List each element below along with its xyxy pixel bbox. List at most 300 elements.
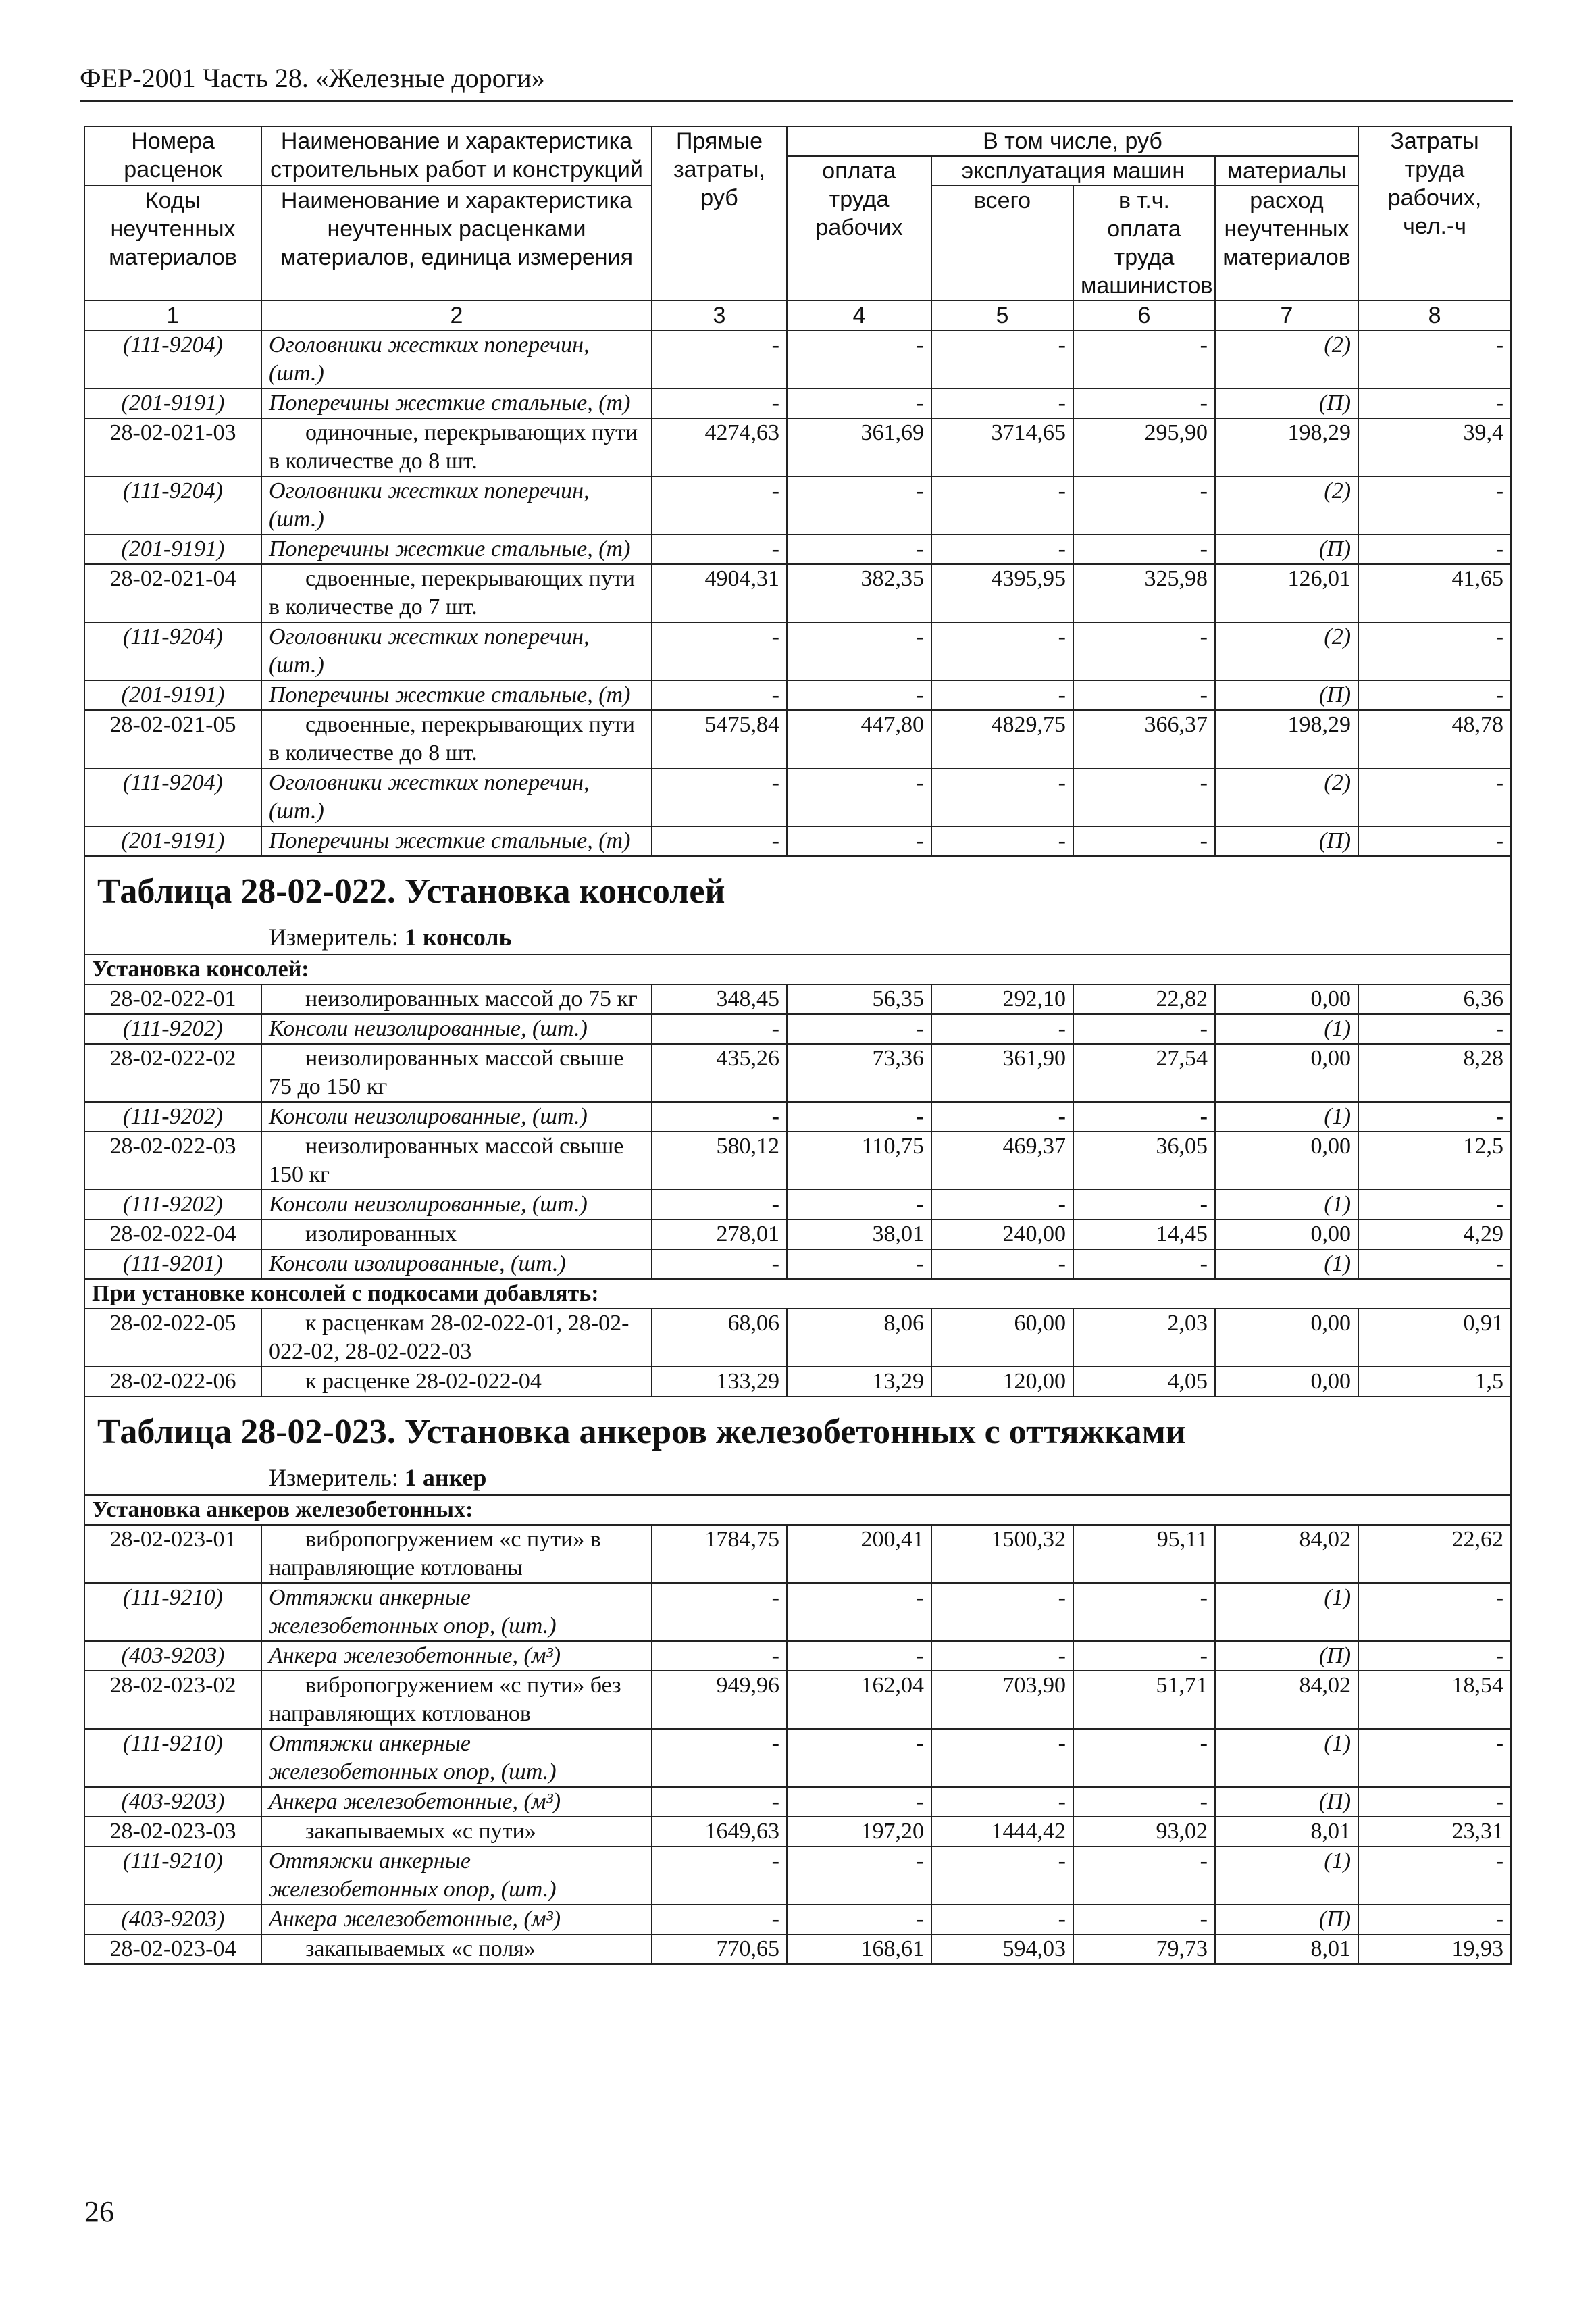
value-cell: 382,35 <box>787 564 931 622</box>
value-cell: - <box>1073 1102 1215 1132</box>
value-cell: 197,20 <box>787 1817 931 1846</box>
value-cell: - <box>931 1102 1073 1132</box>
value-cell: - <box>931 1014 1073 1044</box>
name-text: Анкера железобетонные, (м³) <box>269 1643 561 1668</box>
material-row <box>84 622 1511 680</box>
col7-header: расход неучтенных материалов <box>1215 186 1358 301</box>
measure-line <box>92 1459 1503 1494</box>
value-cell: - <box>1073 1729 1215 1787</box>
value-cell: 8,28 <box>1358 1044 1511 1102</box>
rate-code: 28-02-023-04 <box>84 1934 261 1964</box>
value-cell: 770,65 <box>652 1934 787 1964</box>
value-cell: (2) <box>1215 622 1358 680</box>
value-cell: 60,00 <box>931 1309 1073 1367</box>
value-cell: 84,02 <box>1215 1525 1358 1583</box>
value-cell: (1) <box>1215 1014 1358 1044</box>
rate-name <box>261 1309 652 1367</box>
value-cell: - <box>787 768 931 826</box>
name-text: одиночные, перекрывающих пути в количестве до 8 шт. <box>269 420 638 474</box>
material-code: (111-9210) <box>84 1583 261 1641</box>
value-cell: 2,03 <box>1073 1309 1215 1367</box>
value-cell: - <box>931 768 1073 826</box>
column-number: 6 <box>1073 301 1215 330</box>
rate-code: 28-02-021-03 <box>84 418 261 476</box>
value-cell: - <box>787 1641 931 1671</box>
value-cell: 594,03 <box>931 1934 1073 1964</box>
material-name <box>261 1102 652 1132</box>
name-text: Анкера железобетонные, (м³) <box>269 1789 561 1814</box>
value-cell: 41,65 <box>1358 564 1511 622</box>
value-cell: - <box>1073 826 1215 856</box>
value-cell: 5475,84 <box>652 710 787 768</box>
material-row <box>84 1729 1511 1787</box>
name-text: изолированных <box>305 1222 457 1247</box>
value-cell: 1444,42 <box>931 1817 1073 1846</box>
material-code: (403-9203) <box>84 1641 261 1671</box>
value-cell: - <box>652 1641 787 1671</box>
table-title-row <box>84 856 1511 955</box>
material-code: (111-9201) <box>84 1249 261 1279</box>
name-text: Поперечины жесткие стальные, (т) <box>269 536 631 561</box>
material-name <box>261 1787 652 1817</box>
rate-name <box>261 1525 652 1583</box>
material-code: (111-9210) <box>84 1729 261 1787</box>
value-cell: - <box>931 1846 1073 1905</box>
rate-name <box>261 1671 652 1729</box>
value-cell: - <box>787 1249 931 1279</box>
value-cell: 110,75 <box>787 1132 931 1190</box>
value-cell: 0,00 <box>1215 1219 1358 1249</box>
name-text: вибропогружением «с пути» без направляющих котлованов <box>269 1673 621 1726</box>
rate-code: 28-02-023-02 <box>84 1671 261 1729</box>
value-cell: - <box>1073 1641 1215 1671</box>
value-cell: 3714,65 <box>931 418 1073 476</box>
material-name <box>261 1583 652 1641</box>
material-row <box>84 1190 1511 1219</box>
section-label: Установка анкеров железобетонных: <box>84 1495 1511 1525</box>
column-number: 1 <box>84 301 261 330</box>
value-cell: - <box>1358 1641 1511 1671</box>
col1-header-bottom: Коды неучтенных материалов <box>84 186 261 301</box>
value-cell: - <box>1358 330 1511 388</box>
value-cell: - <box>931 622 1073 680</box>
rate-code: 28-02-022-05 <box>84 1309 261 1367</box>
rate-code: 28-02-021-05 <box>84 710 261 768</box>
material-row <box>84 1641 1511 1671</box>
value-cell: (1) <box>1215 1102 1358 1132</box>
value-cell: (П) <box>1215 1905 1358 1934</box>
name-text: Оголовники жестких поперечин, (шт.) <box>269 770 590 824</box>
name-text: Анкера железобетонные, (м³) <box>269 1907 561 1932</box>
value-cell: 8,01 <box>1215 1817 1358 1846</box>
materials-header: материалы <box>1215 156 1358 186</box>
name-text: Оттяжки анкерные железобетонных опор, (шт.) <box>269 1731 557 1784</box>
value-cell: 79,73 <box>1073 1934 1215 1964</box>
material-row <box>84 1905 1511 1934</box>
value-cell: - <box>1358 1014 1511 1044</box>
rate-row <box>84 418 1511 476</box>
value-cell: - <box>1358 534 1511 564</box>
material-row <box>84 1102 1511 1132</box>
value-cell: 120,00 <box>931 1367 1073 1397</box>
value-cell: 23,31 <box>1358 1817 1511 1846</box>
value-cell: - <box>931 1787 1073 1817</box>
value-cell: 198,29 <box>1215 418 1358 476</box>
value-cell: 38,01 <box>787 1219 931 1249</box>
value-cell: - <box>1358 1846 1511 1905</box>
value-cell: 14,45 <box>1073 1219 1215 1249</box>
value-cell: 435,26 <box>652 1044 787 1102</box>
value-cell: 6,36 <box>1358 984 1511 1014</box>
value-cell: - <box>787 1190 931 1219</box>
section-label: Установка консолей: <box>84 955 1511 984</box>
rate-row <box>84 1309 1511 1367</box>
value-cell: 447,80 <box>787 710 931 768</box>
value-cell: - <box>931 534 1073 564</box>
material-code: (111-9204) <box>84 768 261 826</box>
value-cell: 27,54 <box>1073 1044 1215 1102</box>
value-cell: (1) <box>1215 1846 1358 1905</box>
value-cell: (2) <box>1215 330 1358 388</box>
value-cell: - <box>931 1641 1073 1671</box>
material-name <box>261 476 652 534</box>
material-name <box>261 1846 652 1905</box>
value-cell: 4274,63 <box>652 418 787 476</box>
value-cell: - <box>931 388 1073 418</box>
value-cell: - <box>787 1846 931 1905</box>
value-cell: - <box>652 1190 787 1219</box>
value-cell: - <box>1358 622 1511 680</box>
value-cell: - <box>1073 1014 1215 1044</box>
value-cell: - <box>1358 1583 1511 1641</box>
value-cell: - <box>787 476 931 534</box>
material-name <box>261 680 652 710</box>
col2-header-bottom: Наименование и характеристика неучтенных расценками материалов, единица измерения <box>261 186 652 301</box>
value-cell: - <box>1358 1729 1511 1787</box>
value-cell: 580,12 <box>652 1132 787 1190</box>
value-cell: - <box>787 388 931 418</box>
value-cell: 703,90 <box>931 1671 1073 1729</box>
value-cell: - <box>652 1102 787 1132</box>
material-name <box>261 1641 652 1671</box>
header-rule <box>80 100 1513 102</box>
value-cell: 168,61 <box>787 1934 931 1964</box>
value-cell: - <box>931 1249 1073 1279</box>
value-cell: - <box>652 476 787 534</box>
material-name <box>261 622 652 680</box>
value-cell: 200,41 <box>787 1525 931 1583</box>
value-cell: (П) <box>1215 1787 1358 1817</box>
value-cell: - <box>787 622 931 680</box>
value-cell: (1) <box>1215 1583 1358 1641</box>
value-cell: - <box>1358 1249 1511 1279</box>
value-cell: - <box>1073 1787 1215 1817</box>
value-cell: 949,96 <box>652 1671 787 1729</box>
material-name <box>261 768 652 826</box>
value-cell: - <box>652 680 787 710</box>
value-cell: - <box>652 1729 787 1787</box>
rate-row <box>84 1817 1511 1846</box>
material-row <box>84 826 1511 856</box>
name-text: к расценке 28-02-022-04 <box>305 1369 542 1394</box>
value-cell: 0,00 <box>1215 1309 1358 1367</box>
material-name <box>261 330 652 388</box>
value-cell: - <box>1073 534 1215 564</box>
value-cell: - <box>652 1787 787 1817</box>
rate-name <box>261 1132 652 1190</box>
rate-code: 28-02-023-03 <box>84 1817 261 1846</box>
section-row <box>84 1495 1511 1525</box>
rate-name <box>261 984 652 1014</box>
material-code: (403-9203) <box>84 1787 261 1817</box>
col2-header-top: Наименование и характеристика строительных работ и конструкций <box>261 126 652 186</box>
rate-name <box>261 1367 652 1397</box>
name-text: неизолированных массой до 75 кг <box>305 986 638 1011</box>
rate-code: 28-02-022-02 <box>84 1044 261 1102</box>
rate-row <box>84 710 1511 768</box>
value-cell: - <box>1358 1190 1511 1219</box>
value-cell: (2) <box>1215 476 1358 534</box>
value-cell: 126,01 <box>1215 564 1358 622</box>
value-cell: - <box>787 826 931 856</box>
material-name <box>261 388 652 418</box>
value-cell: - <box>1073 1583 1215 1641</box>
value-cell: (1) <box>1215 1249 1358 1279</box>
material-code: (201-9191) <box>84 534 261 564</box>
rate-row <box>84 1934 1511 1964</box>
material-row <box>84 768 1511 826</box>
name-text: Консоли неизолированные, (шт.) <box>269 1104 588 1129</box>
material-code: (403-9203) <box>84 1905 261 1934</box>
section-label: При установке консолей с подкосами добавлять: <box>84 1279 1511 1309</box>
value-cell: 198,29 <box>1215 710 1358 768</box>
material-name <box>261 1729 652 1787</box>
rate-row <box>84 564 1511 622</box>
value-cell: (2) <box>1215 768 1358 826</box>
value-cell: 292,10 <box>931 984 1073 1014</box>
material-name <box>261 1190 652 1219</box>
material-code: (111-9204) <box>84 330 261 388</box>
measure-value: 1 консоль <box>404 924 512 951</box>
measure-value: 1 анкер <box>404 1464 487 1491</box>
name-text: Поперечины жесткие стальные, (т) <box>269 391 631 416</box>
material-code: (201-9191) <box>84 680 261 710</box>
rate-name <box>261 1219 652 1249</box>
machines-header: эксплуатация машин <box>931 156 1215 186</box>
column-number: 2 <box>261 301 652 330</box>
name-text: Оттяжки анкерные железобетонных опор, (шт.) <box>269 1848 557 1902</box>
name-text: Оголовники жестких поперечин, (шт.) <box>269 332 590 386</box>
value-cell: 133,29 <box>652 1367 787 1397</box>
value-cell: (1) <box>1215 1190 1358 1219</box>
value-cell: 162,04 <box>787 1671 931 1729</box>
value-cell: - <box>1073 1190 1215 1219</box>
name-text: Поперечины жесткие стальные, (т) <box>269 682 631 707</box>
value-cell: - <box>931 1905 1073 1934</box>
value-cell: 4395,95 <box>931 564 1073 622</box>
value-cell: 240,00 <box>931 1219 1073 1249</box>
material-name <box>261 1905 652 1934</box>
col3-header: Прямые затраты, руб <box>652 126 787 301</box>
value-cell: 4,29 <box>1358 1219 1511 1249</box>
value-cell: (П) <box>1215 1641 1358 1671</box>
value-cell: - <box>931 1729 1073 1787</box>
value-cell: 84,02 <box>1215 1671 1358 1729</box>
column-number: 4 <box>787 301 931 330</box>
column-number: 5 <box>931 301 1073 330</box>
material-code: (111-9210) <box>84 1846 261 1905</box>
value-cell: 325,98 <box>1073 564 1215 622</box>
value-cell: - <box>931 826 1073 856</box>
rates-table <box>84 126 1512 1965</box>
value-cell: 1500,32 <box>931 1525 1073 1583</box>
value-cell: - <box>787 1729 931 1787</box>
name-text: вибропогружением «с пути» в направляющие котлованы <box>269 1527 601 1580</box>
rate-name <box>261 418 652 476</box>
value-cell: - <box>1358 1905 1511 1934</box>
value-cell: 93,02 <box>1073 1817 1215 1846</box>
material-row <box>84 388 1511 418</box>
value-cell: 39,4 <box>1358 418 1511 476</box>
value-cell: - <box>652 768 787 826</box>
value-cell: - <box>1073 1846 1215 1905</box>
name-text: Оголовники жестких поперечин, (шт.) <box>269 624 590 678</box>
col6-header: в т.ч. оплата труда машинистов <box>1073 186 1215 301</box>
rate-row <box>84 1367 1511 1397</box>
value-cell: - <box>787 1102 931 1132</box>
name-text: Консоли неизолированные, (шт.) <box>269 1016 588 1041</box>
value-cell: - <box>652 534 787 564</box>
value-cell: - <box>1358 680 1511 710</box>
material-row <box>84 534 1511 564</box>
value-cell: - <box>1073 680 1215 710</box>
value-cell: - <box>1358 826 1511 856</box>
table-title: Таблица 28-02-023. Установка анкеров железобетонных с оттяжками <box>97 1413 1186 1451</box>
value-cell: (П) <box>1215 680 1358 710</box>
rate-name <box>261 564 652 622</box>
value-cell: (П) <box>1215 534 1358 564</box>
value-cell: - <box>931 476 1073 534</box>
material-name <box>261 826 652 856</box>
section-row <box>84 1279 1511 1309</box>
value-cell: - <box>1358 768 1511 826</box>
page-number: 26 <box>84 2195 114 2228</box>
value-cell: - <box>787 534 931 564</box>
value-cell: 19,93 <box>1358 1934 1511 1964</box>
value-cell: 0,00 <box>1215 984 1358 1014</box>
rate-code: 28-02-023-01 <box>84 1525 261 1583</box>
value-cell: 1649,63 <box>652 1817 787 1846</box>
value-cell: - <box>931 1190 1073 1219</box>
value-cell: 0,91 <box>1358 1309 1511 1367</box>
material-row <box>84 1014 1511 1044</box>
material-code: (111-9202) <box>84 1014 261 1044</box>
rate-row <box>84 1132 1511 1190</box>
value-cell: - <box>652 1583 787 1641</box>
material-code: (201-9191) <box>84 826 261 856</box>
value-cell: 56,35 <box>787 984 931 1014</box>
value-cell: - <box>652 826 787 856</box>
section-row <box>84 955 1511 984</box>
rate-row <box>84 1044 1511 1102</box>
value-cell: - <box>1073 388 1215 418</box>
material-code: (111-9204) <box>84 622 261 680</box>
value-cell: - <box>1073 1249 1215 1279</box>
value-cell: 361,90 <box>931 1044 1073 1102</box>
value-cell: 295,90 <box>1073 418 1215 476</box>
value-cell: 4829,75 <box>931 710 1073 768</box>
name-text: неизолированных массой свыше 75 до 150 кг <box>269 1046 624 1099</box>
table-title: Таблица 28-02-022. Установка консолей <box>97 872 725 911</box>
value-cell: (П) <box>1215 388 1358 418</box>
col4-header: оплата труда рабочих <box>787 156 931 301</box>
value-cell: 4,05 <box>1073 1367 1215 1397</box>
value-cell: - <box>652 1014 787 1044</box>
material-row <box>84 476 1511 534</box>
value-cell: - <box>787 1583 931 1641</box>
value-cell: 13,29 <box>787 1367 931 1397</box>
value-cell: (1) <box>1215 1729 1358 1787</box>
rate-name <box>261 1817 652 1846</box>
name-text: Консоли изолированные, (шт.) <box>269 1251 566 1276</box>
value-cell: 68,06 <box>652 1309 787 1367</box>
col1-header-top: Номера расценок <box>84 126 261 186</box>
material-row <box>84 1846 1511 1905</box>
material-name <box>261 534 652 564</box>
value-cell: 4904,31 <box>652 564 787 622</box>
material-name <box>261 1014 652 1044</box>
value-cell: - <box>652 1249 787 1279</box>
value-cell: 361,69 <box>787 418 931 476</box>
name-text: сдвоенные, перекрывающих пути в количестве до 7 шт. <box>269 566 636 620</box>
col5-header: всего <box>931 186 1073 301</box>
value-cell: 48,78 <box>1358 710 1511 768</box>
name-text: неизолированных массой свыше 150 кг <box>269 1134 624 1187</box>
value-cell: - <box>787 1787 931 1817</box>
value-cell: - <box>1358 1102 1511 1132</box>
name-text: Консоли неизолированные, (шт.) <box>269 1192 588 1217</box>
value-cell: - <box>1073 1905 1215 1934</box>
value-cell: 95,11 <box>1073 1525 1215 1583</box>
value-cell: - <box>652 388 787 418</box>
value-cell: - <box>652 330 787 388</box>
rate-row <box>84 1525 1511 1583</box>
value-cell: - <box>1073 768 1215 826</box>
name-text: к расценкам 28-02-022-01, 28-02-022-02, 28-02-022-03 <box>269 1311 629 1364</box>
value-cell: - <box>1073 622 1215 680</box>
measure-label: Измеритель: <box>269 1464 398 1491</box>
column-number: 8 <box>1358 301 1511 330</box>
material-row <box>84 330 1511 388</box>
value-cell: - <box>787 680 931 710</box>
value-cell: 1,5 <box>1358 1367 1511 1397</box>
value-cell: (П) <box>1215 826 1358 856</box>
rate-name <box>261 710 652 768</box>
page-header: ФЕР-2001 Часть 28. «Железные дороги» <box>80 63 545 93</box>
value-cell: 22,62 <box>1358 1525 1511 1583</box>
value-cell: 73,36 <box>787 1044 931 1102</box>
value-cell: - <box>1358 476 1511 534</box>
value-cell: - <box>931 1583 1073 1641</box>
rate-name <box>261 1934 652 1964</box>
value-cell: - <box>652 1905 787 1934</box>
rate-row <box>84 984 1511 1014</box>
value-cell: - <box>1073 330 1215 388</box>
name-text: сдвоенные, перекрывающих пути в количестве до 8 шт. <box>269 712 636 765</box>
measure-label: Измеритель: <box>269 924 398 951</box>
value-cell: - <box>931 330 1073 388</box>
material-name <box>261 1249 652 1279</box>
